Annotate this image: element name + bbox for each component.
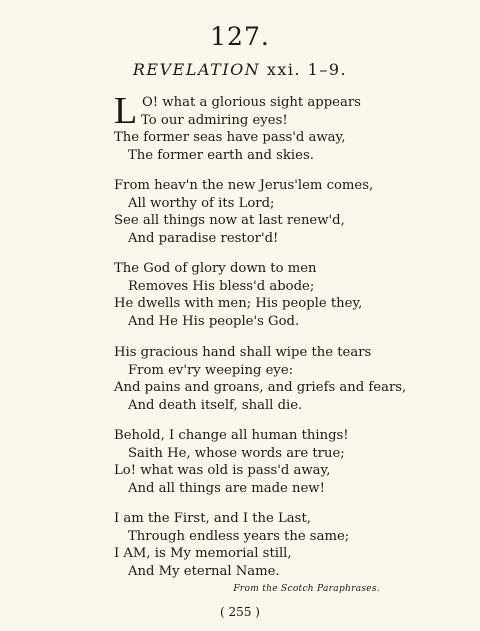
scripture-chapter-verses: xxi. 1–9. bbox=[266, 60, 348, 79]
stanza-line: Saith He, whose words are true; bbox=[128, 445, 345, 461]
stanza-line: And paradise restor'd! bbox=[128, 230, 279, 246]
stanza-line: Removes His bless'd abode; bbox=[128, 278, 315, 294]
stanza-line bbox=[114, 112, 384, 130]
stanza-line: His gracious hand shall wipe the tears bbox=[114, 345, 372, 360]
stanza-line: I am the First, and I the Last, bbox=[114, 511, 311, 526]
stanza-line: From ev'ry weeping eye: bbox=[128, 362, 294, 378]
stanza-line: Behold, I change all human things! bbox=[114, 428, 349, 443]
stanza-line: And pains and groans, and griefs and fears, bbox=[114, 380, 407, 396]
stanza-line: All worthy of its Lord; bbox=[128, 195, 275, 211]
scripture-book: REVELATION bbox=[132, 60, 261, 79]
stanza-4 bbox=[114, 344, 407, 414]
stanza-line: And My eternal Name. bbox=[128, 563, 280, 579]
stanza-1 bbox=[114, 90, 384, 164]
stanza-6 bbox=[114, 510, 384, 580]
page-number: ( 255 ) bbox=[220, 605, 260, 619]
stanza-line-text: To our admiring eyes! bbox=[141, 112, 288, 128]
stanza-line: And death itself, shall die. bbox=[128, 397, 303, 413]
stanza-line: And He His people's God. bbox=[128, 313, 300, 329]
drop-cap: L bbox=[114, 90, 138, 132]
scripture-reference bbox=[0, 60, 480, 79]
hymn-number: 127. bbox=[210, 22, 270, 51]
stanza-5 bbox=[114, 427, 384, 497]
stanza-line: The former earth and skies. bbox=[128, 147, 314, 163]
stanza-line: I AM, is My memorial still, bbox=[114, 546, 292, 562]
stanza-line: Lo! what was old is pass'd away, bbox=[114, 463, 331, 479]
stanza-line: And all things are made new! bbox=[128, 480, 325, 496]
stanza-line: He dwells with men; His people they, bbox=[114, 296, 363, 312]
stanza-line: Through endless years the same; bbox=[128, 528, 350, 544]
attribution: From the Scotch Paraphrases. bbox=[233, 584, 380, 594]
stanza-line: The former seas have pass'd away, bbox=[114, 130, 346, 146]
stanza-line: See all things now at last renew'd, bbox=[114, 213, 345, 229]
stanza-3 bbox=[114, 260, 384, 330]
stanza-line: The God of glory down to men bbox=[114, 261, 317, 276]
stanza-2 bbox=[114, 177, 384, 247]
stanza-line-text: O! what a glorious sight appears bbox=[142, 95, 361, 110]
stanza-line: From heav'n the new Jerus'lem comes, bbox=[114, 178, 374, 193]
